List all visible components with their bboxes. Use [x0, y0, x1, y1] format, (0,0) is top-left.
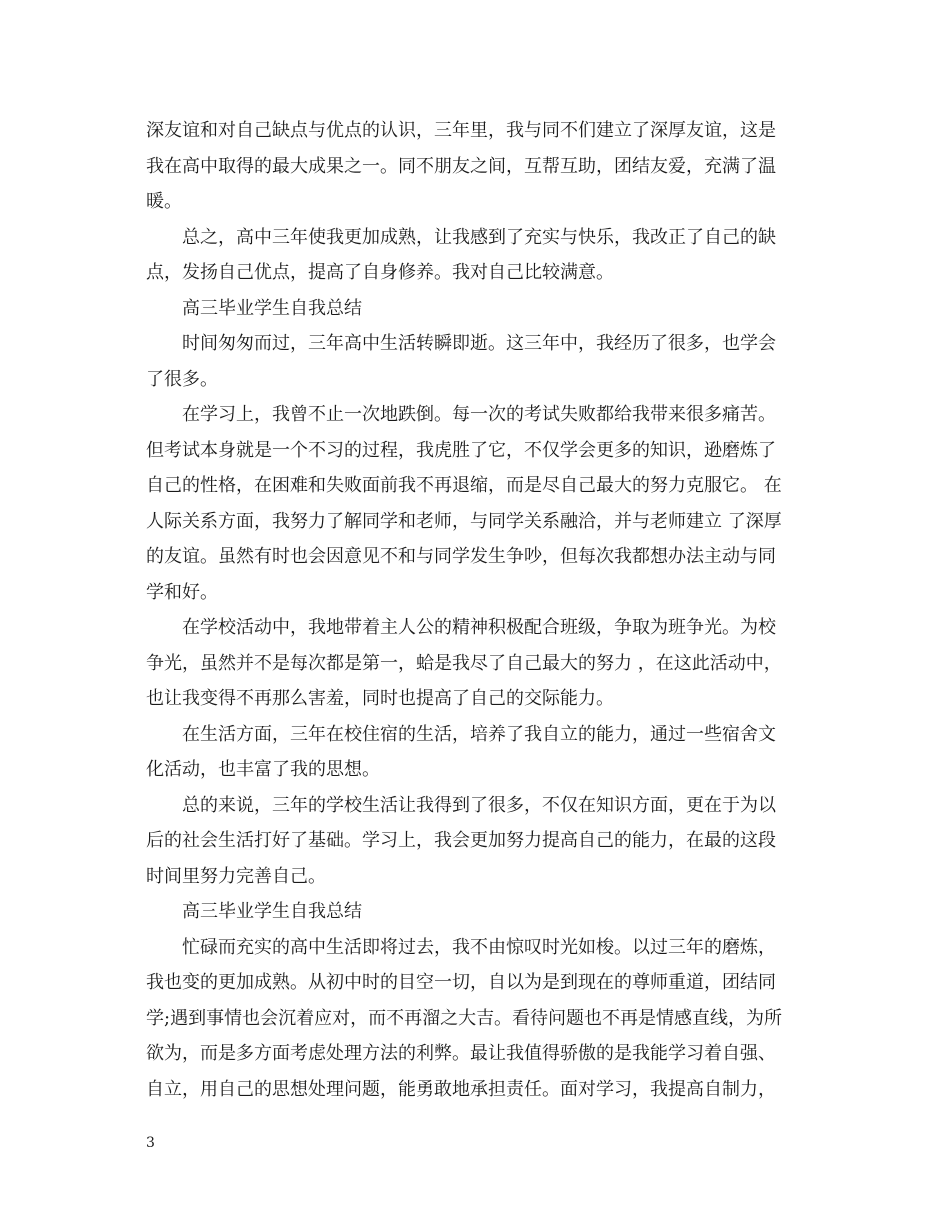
paragraph-1: 深友谊和对自己缺点与优点的认识，三年里，我与同不们建立了深厚友谊，这是 我在高中取得的最大成果之一。同不朋友之间，互帮互助，团结友爱，充满了温 暖。 — [146, 120, 776, 212]
paragraph-7: 总的来说，三年的学校生活让我得到了很多，不仅在知识方面，更在于为以 后的社会生活打好了基础。学习上，我会更加努力提高自己的能力，在最的这段 时间里努力完善自己。 — [146, 794, 776, 887]
section-heading-2: 高三毕业学生自我总结 — [182, 901, 362, 922]
section-heading-1: 高三毕业学生自我总结 — [182, 297, 362, 319]
page-number: 3 — [146, 1135, 155, 1151]
paragraph-5: 在学校活动中，我地带着主人公的精神积极配合班级，争取为班争光。为校 争光，虽然并不是每次都是第一，蛤是我尽了自己最大的努力 ，在这此活动中， 也让我变得不再那么害羞，同时也提高了自己的交际能力。 — [146, 617, 782, 709]
paragraph-8: 忙碌而充实的高中生活即将过去，我不由惊叹时光如梭。以过三年的磨炼， 我也变的更加成熟。从初中时的目空一切，自以为是到现在的尊师重道，团结同 学;遇到事情也会沉着应对，而不再溜之大吉。看待问题也不再是情感直线，为所 欲为，而是多方面考虑处理方法的利弊。最让我值得骄傲的是我能学习着自强、 自立，用自己的思想处理问题，能勇敢地承担责任。面对学习，我提高自制力， — [146, 936, 783, 1100]
paragraph-6: 在生活方面，三年在校住宿的生活，培养了我自立的能力，通过一些宿舍文 化活动，也丰富了我的思想。 — [146, 723, 776, 780]
paragraph-2: 总之，高中三年使我更加成熟，让我感到了充实与快乐，我改正了自己的缺 点，发扬自己优点，提高了自身修养。我对自己比较满意。 — [146, 226, 776, 283]
document-body — [146, 113, 806, 1107]
paragraph-3: 时间匆匆而过，三年高中生活转瞬即逝。这三年中，我经历了很多，也学会 了很多。 — [146, 333, 776, 390]
paragraph-4: 在学习上，我曾不止一次地跌倒。每一次的考试失败都给我带来很多痛苦。 但考试本身就是一个不习的过程，我虎胜了它，不仅学会更多的知识，逊磨炼了 自己的性格，在困难和失败面前我不再退缩，而是尽自己最大的努力克服它。 在 人际关系方面，我努力了解同学和老师，与同学关系融洽，并与老师建立 了深厚 的友谊。虽然有时也会因意见不和与同学发生争吵，但每次我都想办法主动与同 学和好。 — [146, 404, 782, 603]
